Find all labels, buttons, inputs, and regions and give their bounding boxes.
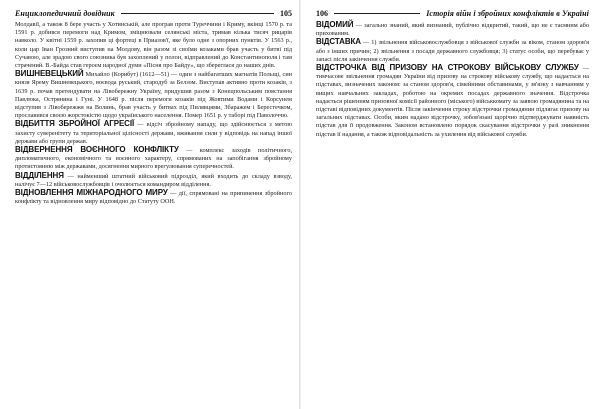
left-page-number: 105: [280, 9, 292, 18]
entry-body: — комплекс заходів політичного, дипломатичного, економічного та воєнного характеру, спрямованих на запобігання збройному протистоянню між державами, досягнення мирного врегулювання суперечностей.: [15, 147, 293, 171]
right-page: [300, 0, 600, 409]
right-page-number: 106: [316, 9, 328, 18]
entry-body: Михайло (Корибут) (1612—51) — один з найбагатших магнатів Польщі, син князя Ярему Вишневецького, воєвода руський, стародуб за Белзом. Виступав активно проти козаків, з 1639 р. почав претендувати на Лівобережну Україну, придушив разом з Конецпольським повстання Павлюка, Острянина і Гуні. У 1648 р. після перемоги козаків під Жовтими Водами і Корсунем відступив з Лівобережжя на Волинь, брав участь у битвах під Пилявцями, Збаражем і Берестечком, прославився своєю жорстокістю щодо українського населення. Помер 1651 р. у таборі під Паволоччю.: [15, 71, 293, 120]
entry-body: — дії, спрямовані на припинення збройного конфлікту та відновлення миру відповідно до Статуту ООН.: [15, 190, 292, 206]
left-page-body: [15, 21, 292, 206]
entry-headword: ВІДНОВЛЕННЯ МІЖНАРОДНОГО МИРУ: [15, 188, 168, 198]
left-running-title: Енциклопедичний довідник: [15, 9, 115, 18]
entry-body: — відсіч збройному нападу, що здійснюється з метою захисту суверенітету та територіальної цілісності держави, вживання сили у відповідь на напад іншої держави або групи держав.: [15, 121, 292, 145]
entry-headword: ВІДСТРОЧКА ВІД ПРИЗОВУ НА СТРОКОВУ ВІЙСЬКОВУ СЛУЖБУ: [316, 63, 579, 73]
entry-vidomyi: [316, 21, 589, 38]
entry-viddilennia: [15, 172, 292, 189]
entry-headword: ВИШНЕВЕЦЬКИЙ: [15, 69, 84, 79]
entry-body: — тимчасове звільнення громадян України від призову на строкову військову службу, що надається на підставах, визначених законом: за станом здоров'я, сімейними обставинами, у зв'язку з навчанням у вищих навчальних закладах, роботою на окремих посадах державного значення. Відстрочка надається рішенням призовної комісії районного (міського) військкомату за заявою громадянина та на підставі відповідних документів. Після закінчення строку відстрочки громадянин підлягає призову на загальних підставах. Особи, яким надано відстрочку, зобов'язані щорічно підтверджувати наявність підстав для її продовження. Законом встановлено порядок скасування відстрочки у разі зникнення підстав її надання, а також відповідальність за ухилення від військової служби.: [316, 65, 589, 138]
left-opening-paragraph: Молдавії, а також 8 бере участь у Хотинській, але програв проти Туреччини і Криму, вкінці 1570 р. та 1591 р. добився перемоги над Кримом, зміцнювали селянські міста, тримав кілька тисяч рицарів навколо. У квітні 1559 р. захопив ці фортеці в Приазов'ї, яке було одне з опорних пунктів. У 1563 р., коли цар Іван Грозний виступив на Молдову, він разом зі своїми козаками брав участь у битві під Сучавою, але зрадою свого союзника був захоплений у полон, відправлений до Константинополя і там страчений. В.-Байда став героєм народної думи «Пісня про Байду», що збереглася до наших днів.: [15, 21, 292, 70]
entry-headword: ВІДСТАВКА: [316, 37, 361, 47]
right-running-head: [316, 8, 589, 19]
left-header-rule: [121, 13, 274, 14]
entry-vidnovlennia-mizhnarodnoho-myru: [15, 189, 292, 206]
entry-vidstavka: [316, 38, 589, 64]
entry-vyshnevetskyi: [15, 70, 292, 120]
entry-headword: ВІДОМИЙ: [316, 20, 354, 29]
right-header-rule: [334, 13, 420, 14]
entry-body: — загально знаний, який визнаний, публічно відкритий, такий, що не є таємним або прихованим.: [316, 22, 589, 38]
entry-body: — найменший штатний військовий підрозділ, який входить до складу взводу, налічує 7—12 військовослужбовців і очолюється командиром відділення.: [15, 172, 292, 188]
left-running-head: [15, 8, 292, 19]
entry-headword: ВІДВЕРНЕННЯ ВОЄННОГО КОНФЛІКТУ: [15, 145, 179, 155]
entry-headword: ВІДДІЛЕННЯ: [15, 170, 64, 180]
entry-body: — 1) звільнення військовослужбовця з військової служби за віком, станом здоров'я або з інших причин; 2) звільнення з посади державного службовця; 3) статус особи, що перебуває у запасі після закінчення служби.: [316, 39, 590, 63]
entry-vidbyttia-zbroinoi-ahresii: [15, 120, 292, 146]
right-running-title: Історія війн і збройних конфліктів в Україні: [426, 9, 589, 18]
entry-headword: ВІДБИТТЯ ЗБРОЙНОЇ АГРЕСІЇ: [15, 119, 135, 129]
entry-vidvernennia-voiennoho-konfliktu: [15, 146, 292, 172]
right-page-body: [316, 21, 589, 139]
entry-vidstrochka-vid-pryzovu: [316, 64, 589, 139]
